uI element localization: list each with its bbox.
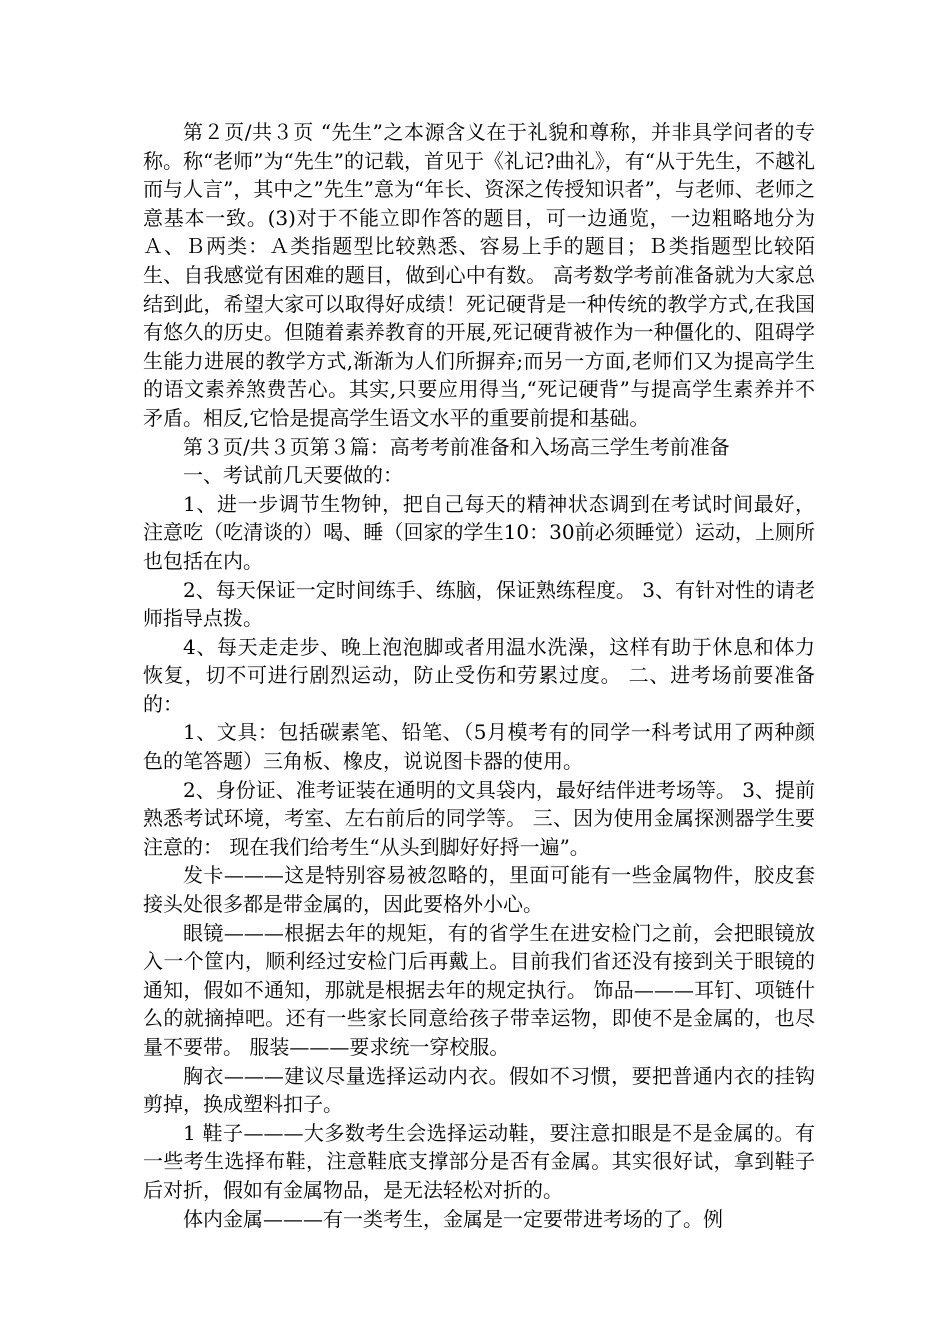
paragraph-hairpin: 发卡———这是特别容易被忽略的，里面可能有一些金属物件，胶皮套接头处很多都是带金属的，因此要格外小心。: [143, 863, 815, 917]
paragraph-id-cards: 2、身份证、准考证装在通明的文具袋内，最好结伴进考场等。 3、提前熟悉考试环境，考室、左右前后的同学等。 三、因为使用金属探测器学生要注意的： 现在我们给考生“从头到脚好好捋一遍”。: [143, 777, 815, 859]
document-page: [143, 118, 815, 1233]
paragraph-intro: 第２页/共３页 “先生”之本源含义在于礼貌和尊称，并非具学问者的专称。称“老师”为“先生”的记载，首见于《礼记?曲礼》，有“从于先生，不越礼而与人言”，其中之”先生”意为“年长、资深之传授知识者”，与老师、老师之意基本一致。(3)对于不能立即作答的题目，可一边通览，一边粗略地分为Ａ、Ｂ两类：Ａ类指题型比较熟悉、容易上手的题目；Ｂ类指题型比较陌生、自我感觉有困难的题目，做到心中有数。 高考数学考前准备就为大家总结到此，希望大家可以取得好成绩！死记硬背是一种传统的教学方式,在我国有悠久的历史。但随着素养教育的开展,死记硬背被作为一种僵化的、阻碍学生能力进展的教学方式,渐渐为人们所摒弃;而另一方面,老师们又为提高学生的语文素养煞费苦心。其实,只要应用得当,“死记硬背”与提高学生素养并不矛盾。相反,它恰是提高学生语文水平的重要前提和基础。: [143, 120, 815, 430]
paragraph-item-2: 2、每天保证一定时间练手、练脑，保证熟练程度。 3、有针对性的请老师指导点拨。: [143, 577, 815, 631]
paragraph-underwear: 胸衣———建议尽量选择运动内衣。假如不习惯，要把普通内衣的挂钩剪掉，换成塑料扣子。: [143, 1063, 815, 1117]
paragraph-chapter-heading: 第３页/共３页第３篇：高考考前准备和入场高三学生考前准备: [183, 434, 730, 459]
section-heading-before-exam: 一、考试前几天要做的：: [183, 463, 403, 488]
paragraph-item-4: 4、每天走走步、晚上泡泡脚或者用温水洗澡，这样有助于休息和体力恢复，切不可进行剧烈运动，防止受伤和劳累过度。 二、进考场前要准备的：: [143, 634, 815, 716]
paragraph-body-metal: 体内金属———有一类考生，金属是一定要带进考场的了。例: [183, 1206, 723, 1231]
paragraph-item-1: 1、进一步调节生物钟，把自己每天的精神状态调到在考试时间最好，注意吃（吃清谈的）喝、睡（回家的学生10：30前必须睡觉）运动，上厕所也包括在内。: [143, 491, 815, 573]
paragraph-shoes: 1 鞋子———大多数考生会选择运动鞋，要注意扣眼是不是金属的。有一些考生选择布鞋，注意鞋底支撑部分是否有金属。其实很好试，拿到鞋子后对折，假如有金属物品，是无法轻松对折的。: [143, 1120, 815, 1202]
paragraph-stationery: 1、文具：包括碳素笔、铅笔、（5月模考有的同学一科考试用了两种颜色的笔答题）三角板、橡皮，说说图卡器的使用。: [143, 720, 815, 774]
paragraph-glasses: 眼镜———根据去年的规矩，有的省学生在进安检门之前，会把眼镜放入一个筐内，顺利经过安检门后再戴上。目前我们省还没有接到关于眼镜的通知，假如不通知，那就是根据去年的规定执行。 饰品———耳钉、项链什么的就摘掉吧。还有一些家长同意给孩子带幸运物，即使不是金属的，也尽量不要带。 服装———要求统一穿校服。: [143, 920, 815, 1059]
